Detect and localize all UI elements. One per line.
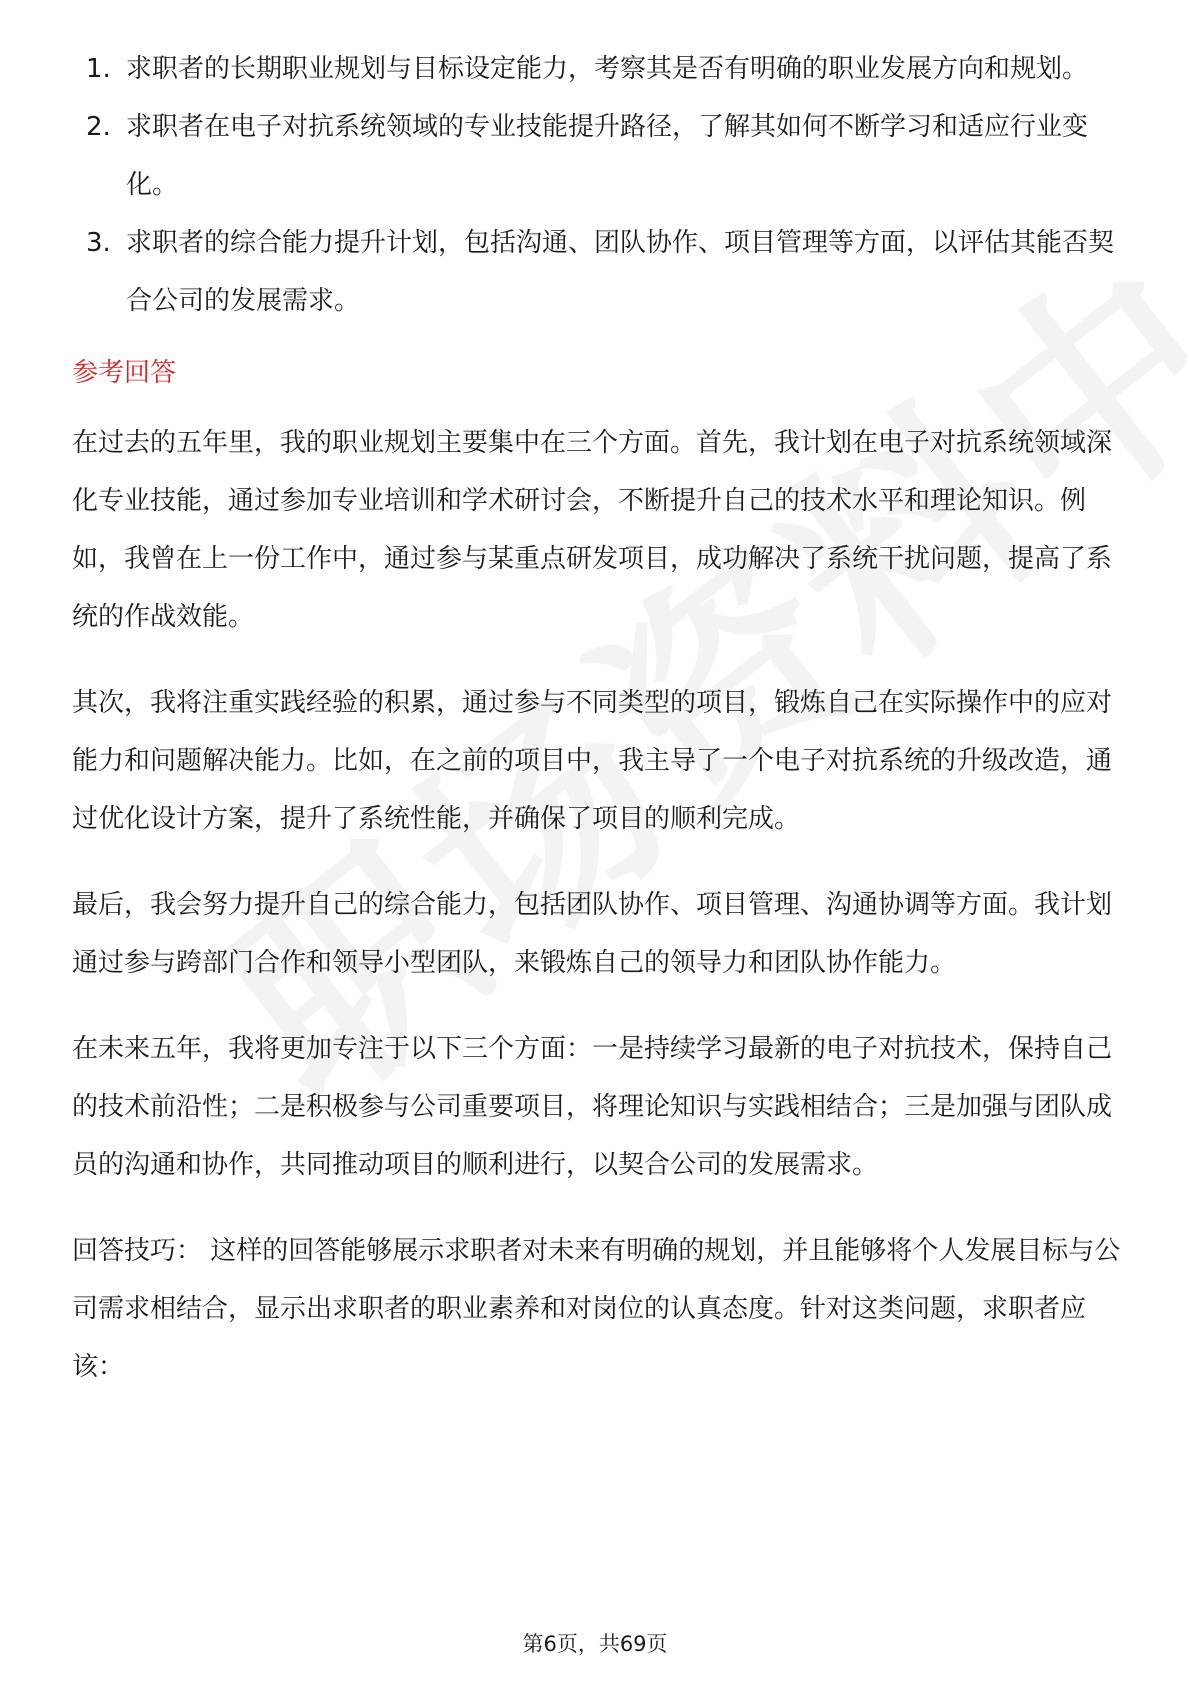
evaluation-points-list — [72, 40, 1122, 330]
section-title-reference-answer: 参考回答 — [72, 358, 177, 388]
document-body — [72, 40, 1122, 1424]
list-item-number: 2. — [86, 112, 111, 142]
list-item — [72, 98, 1122, 214]
list-item — [72, 40, 1122, 98]
list-item — [72, 214, 1122, 330]
answer-paragraph: 在未来五年，我将更加专注于以下三个方面：一是持续学习最新的电子对抗技术，保持自己的技术前沿性；二是积极参与公司重要项目，将理论知识与实践相结合；三是加强与团队成员的沟通和协作，共同推动项目的顺利进行，以契合公司的发展需求。 — [72, 1034, 1113, 1180]
page-number-footer: 第6页，共69页 — [522, 1632, 668, 1656]
answer-paragraph: 最后，我会努力提升自己的综合能力，包括团队协作、项目管理、沟通协调等方面。我计划通过参与跨部门合作和领导小型团队，来锻炼自己的领导力和团队协作能力。 — [72, 890, 1113, 978]
list-item-text: 求职者在电子对抗系统领域的专业技能提升路径，了解其如何不断学习和适应行业变化。 — [126, 112, 1089, 200]
answer-paragraph: 其次，我将注重实践经验的积累，通过参与不同类型的项目，锻炼自己在实际操作中的应对能力和问题解决能力。比如，在之前的项目中，我主导了一个电子对抗系统的升级改造，通过优化设计方案，提升了系统性能，并确保了项目的顺利完成。 — [72, 688, 1113, 834]
list-item-text: 求职者的长期职业规划与目标设定能力，考察其是否有明确的职业发展方向和规划。 — [126, 54, 1089, 84]
answer-tips-paragraph: 回答技巧： 这样的回答能够展示求职者对未来有明确的规划，并且能够将个人发展目标与公司需求相结合，显示出求职者的职业素养和对岗位的认真态度。针对这类问题，求职者应该： — [72, 1236, 1121, 1382]
list-item-number: 1. — [86, 54, 111, 84]
list-item-text: 求职者的综合能力提升计划，包括沟通、团队协作、项目管理等方面，以评估其能否契合公司的发展需求。 — [126, 228, 1115, 316]
list-item-number: 3. — [86, 228, 111, 258]
answer-paragraph: 在过去的五年里，我的职业规划主要集中在三个方面。首先，我计划在电子对抗系统领域深化专业技能，通过参加专业培训和学术研讨会，不断提升自己的技术水平和理论知识。例如，我曾在上一份工作中，通过参与某重点研发项目，成功解决了系统干扰问题，提高了系统的作战效能。 — [72, 428, 1113, 632]
